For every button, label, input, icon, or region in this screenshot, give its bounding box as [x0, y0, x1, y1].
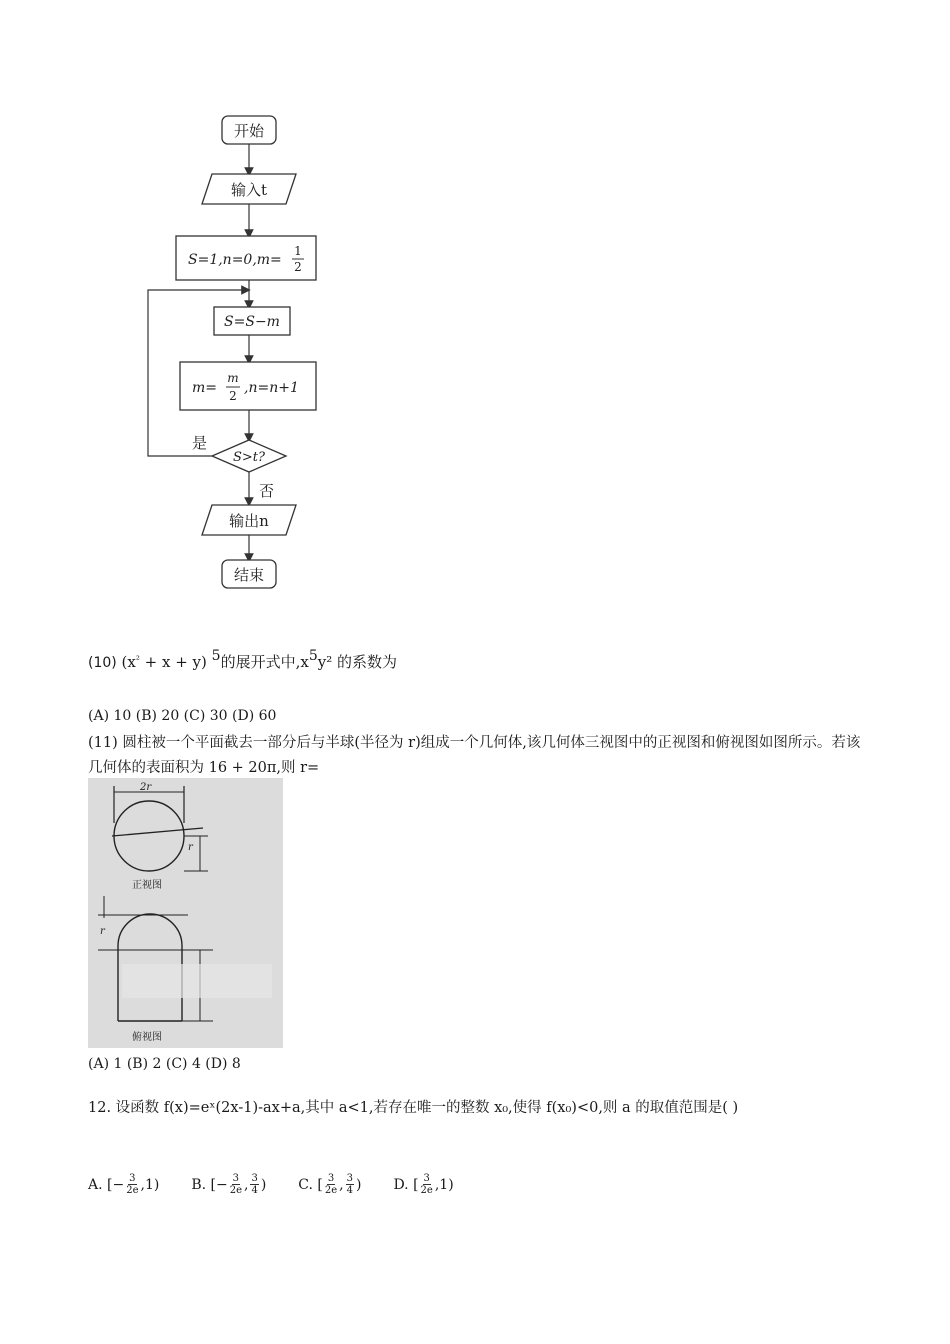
q12-d-sep: ,: [434, 1176, 440, 1193]
start-label: 开始: [233, 122, 265, 140]
q11-text: (11) 圆柱被一个平面截去一部分后与半球(半径为 r)组成一个几何体,该几何体三视图中的正视图和俯视图如图所示。若该几何体的表面积为 16 + 20π,则 r=: [88, 735, 861, 776]
q12-options: [88, 1173, 486, 1196]
question-10: [88, 648, 398, 675]
end-label: 结束: [233, 566, 265, 584]
q12-a-sign: −: [112, 1176, 125, 1193]
q12-a-tail: 1): [144, 1176, 160, 1193]
three-view-figure: [88, 778, 283, 1048]
q12-d-frac: [421, 1173, 433, 1196]
q12-option-b: [191, 1173, 266, 1196]
init-frac-num: 1: [294, 244, 302, 258]
q12-a-num: 3: [129, 1173, 136, 1184]
q12-d-den: 2e: [420, 1185, 433, 1196]
q12-c-label: C. [: [298, 1176, 323, 1193]
q12-a-label: A. [: [88, 1176, 113, 1193]
q10-options: (A) 10 (B) 20 (C) 30 (D) 60: [88, 708, 277, 724]
q10-text1: 的展开式中,: [220, 653, 301, 671]
q12-d-num: 3: [423, 1173, 430, 1184]
q12-a-sep: ,: [140, 1176, 145, 1193]
q12-d-tail: 1): [439, 1176, 454, 1193]
q10-number: (10): [88, 655, 117, 671]
flowchart: [140, 110, 340, 600]
q12-c-frac1: [325, 1173, 337, 1196]
q12-c-frac2: [346, 1173, 354, 1196]
q12-b-den1: 2e: [229, 1185, 242, 1196]
q12-c-tail: ): [355, 1176, 362, 1193]
no-label: 否: [259, 482, 275, 500]
q12-b-den2: 4: [251, 1185, 258, 1196]
q10-expr-open: (x: [121, 653, 136, 671]
q12-d-label: D. [: [393, 1176, 419, 1193]
q12-b-num1: 3: [232, 1173, 240, 1184]
output-label: 输出n: [229, 512, 269, 530]
q12-c-sep: ,: [339, 1176, 344, 1193]
init-frac-den: 2: [294, 260, 302, 274]
q12-option-d: [393, 1173, 453, 1196]
q10-term-x-power: 5: [308, 648, 318, 664]
step2-frac-num: m: [227, 371, 239, 385]
q12-option-c: [298, 1173, 361, 1196]
step2-right: ,n=n+1: [244, 380, 299, 396]
step2-frac-den: 2: [229, 389, 237, 403]
q12-text: 12. 设函数 f(x)=eˣ(2x-1)-ax+a,其中 a<1,若存在唯一的整数 x₀,使得 f(x₀)<0,则 a 的取值范围是( ): [88, 1100, 739, 1116]
q10-power: 5: [211, 648, 221, 664]
q10-expr-sup: ²: [135, 655, 140, 666]
q12-a-frac: [126, 1173, 138, 1196]
q12-b-sign: −: [215, 1176, 228, 1193]
label-front-view: 正视图: [132, 880, 162, 891]
q12-b-label: B. [: [191, 1176, 216, 1193]
q12-b-num2: 3: [251, 1173, 258, 1184]
q12-c-num1: 3: [327, 1173, 335, 1184]
step1-label: S=S−m: [224, 314, 280, 330]
q10-term-y: y²: [317, 653, 333, 671]
label-r-top: r: [100, 926, 105, 937]
q10-text2: 的系数为: [332, 653, 398, 671]
input-label: 输入t: [230, 181, 268, 199]
label-top-view: 俯视图: [132, 1032, 162, 1043]
q10-expr-mid: + x + y): [139, 653, 207, 671]
step2-left: m=: [192, 380, 218, 396]
init-label: S=1,n=0,m=: [188, 252, 282, 268]
q12-b-tail: ): [260, 1176, 267, 1193]
yes-label: 是: [192, 434, 208, 452]
q12-c-den2: 4: [346, 1185, 353, 1196]
q12-b-sep: ,: [244, 1176, 249, 1193]
q12-c-den1: 2e: [324, 1185, 338, 1196]
q12-a-den: 2e: [126, 1185, 139, 1196]
q10-term-x: x: [300, 653, 309, 671]
q12-option-a: [88, 1173, 159, 1196]
q12-b-frac2: [250, 1173, 258, 1196]
condition-label: S>t?: [233, 450, 265, 465]
label-r-front: r: [188, 842, 193, 853]
q11-options: (A) 1 (B) 2 (C) 4 (D) 8: [88, 1056, 241, 1072]
q12-c-num2: 3: [346, 1173, 353, 1184]
label-2r: 2r: [140, 782, 152, 793]
q12-b-frac1: [230, 1173, 242, 1196]
